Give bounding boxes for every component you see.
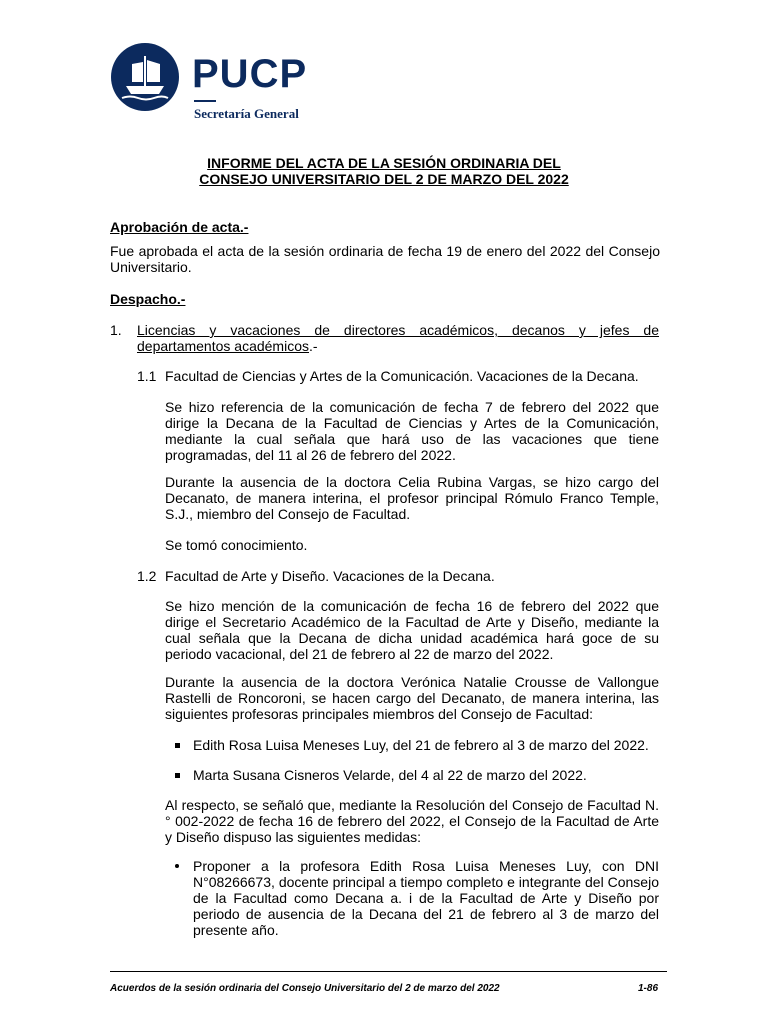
document-title-line-2: CONSEJO UNIVERSITARIO DEL 2 DE MARZO DEL 2022: [199, 171, 569, 187]
section-1-1-title: Facultad de Ciencias y Artes de la Comunicación. Vacaciones de la Decana.: [165, 368, 639, 384]
section-1-1-paragraph-1: Se hizo referencia de la comunicación de fecha 7 de febrero del 2022 que dirige la Decana de la Facultad de Ciencias y Artes de la Comunicación, mediante la cual señala que hará uso de las vacaciones que tiene programadas, del 11 al 26 de febrero del 2022.: [165, 399, 659, 463]
aprobacion-heading: Aprobación de acta.-: [110, 219, 249, 235]
ship-emblem-icon: [110, 42, 180, 112]
dot-bullet-icon: [175, 864, 179, 868]
item-1-title: [137, 322, 659, 354]
square-bullet-icon: [175, 773, 180, 778]
bullet-item-2: Marta Susana Cisneros Velarde, del 4 al 22 de marzo del 2022.: [193, 767, 587, 783]
measure-item-1: Proponer a la profesora Edith Rosa Luisa Meneses Luy, con DNI N°08266673, docente principal a tiempo completo e integrante del Consejo de la Facultad como Decana a. i de la Facultad de Arte y Diseño por periodo de ausencia de la Decana del 21 de febrero al 3 de marzo del presente año.: [193, 858, 659, 938]
logo-subtitle: Secretaría General: [194, 106, 299, 121]
section-1-1-paragraph-2: Durante la ausencia de la doctora Celia Rubina Vargas, se hizo cargo del Decanato, de manera interina, el profesor principal Rómulo Franco Temple, S.J., miembro del Consejo de Facultad.: [165, 474, 659, 522]
pucp-logo: [110, 42, 340, 122]
logo-wordmark: PUCP: [192, 52, 308, 96]
section-1-2-paragraph-3: Al respecto, se señaló que, mediante la Resolución del Consejo de Facultad N.° 002-2022 de fecha 16 de febrero del 2022, el Consejo de la Facultad de Arte y Diseño dispuso las siguientes medidas:: [165, 797, 659, 845]
item-1-number: 1.: [110, 322, 122, 338]
section-1-2-number: 1.2: [137, 568, 157, 584]
section-1-2-title: Facultad de Arte y Diseño. Vacaciones de la Decana.: [165, 568, 495, 584]
section-1-1-number: 1.1: [137, 368, 157, 384]
document-title-line-1: INFORME DEL ACTA DE LA SESIÓN ORDINARIA DEL: [207, 155, 561, 171]
item-1-title-text: Licencias y vacaciones de directores académicos, decanos y jefes de departamentos académicos: [137, 322, 659, 354]
footer-text: Acuerdos de la sesión ordinaria del Consejo Universitario del 2 de marzo del 2022: [110, 983, 500, 994]
footer-divider: [110, 971, 667, 972]
item-1-title-suffix: .-: [309, 338, 318, 354]
logo-divider: [194, 100, 216, 102]
page-number: 1-86: [637, 983, 658, 994]
section-1-2-paragraph-1: Se hizo mención de la comunicación de fecha 16 de febrero del 2022 que dirige el Secretario Académico de la Facultad de Arte y Diseño, mediante la cual señala que la Decana de dicha unidad académica hará goce de su periodo vacacional, del 21 de febrero al 22 de marzo del 2022.: [165, 598, 659, 662]
square-bullet-icon: [175, 743, 180, 748]
despacho-heading: Despacho.-: [110, 291, 186, 307]
bullet-item-1: Edith Rosa Luisa Meneses Luy, del 21 de febrero al 3 de marzo del 2022.: [193, 737, 649, 753]
aprobacion-text: Fue aprobada el acta de la sesión ordinaria de fecha 19 de enero del 2022 del Consejo Universitario.: [110, 243, 660, 275]
section-1-1-paragraph-3: Se tomó conocimiento.: [165, 537, 308, 553]
section-1-2-paragraph-2: Durante la ausencia de la doctora Verónica Natalie Crousse de Vallongue Rastelli de Roncoroni, se hacen cargo del Decanato, de manera interina, las siguientes profesoras principales miembros del Consejo de Facultad:: [165, 674, 659, 722]
